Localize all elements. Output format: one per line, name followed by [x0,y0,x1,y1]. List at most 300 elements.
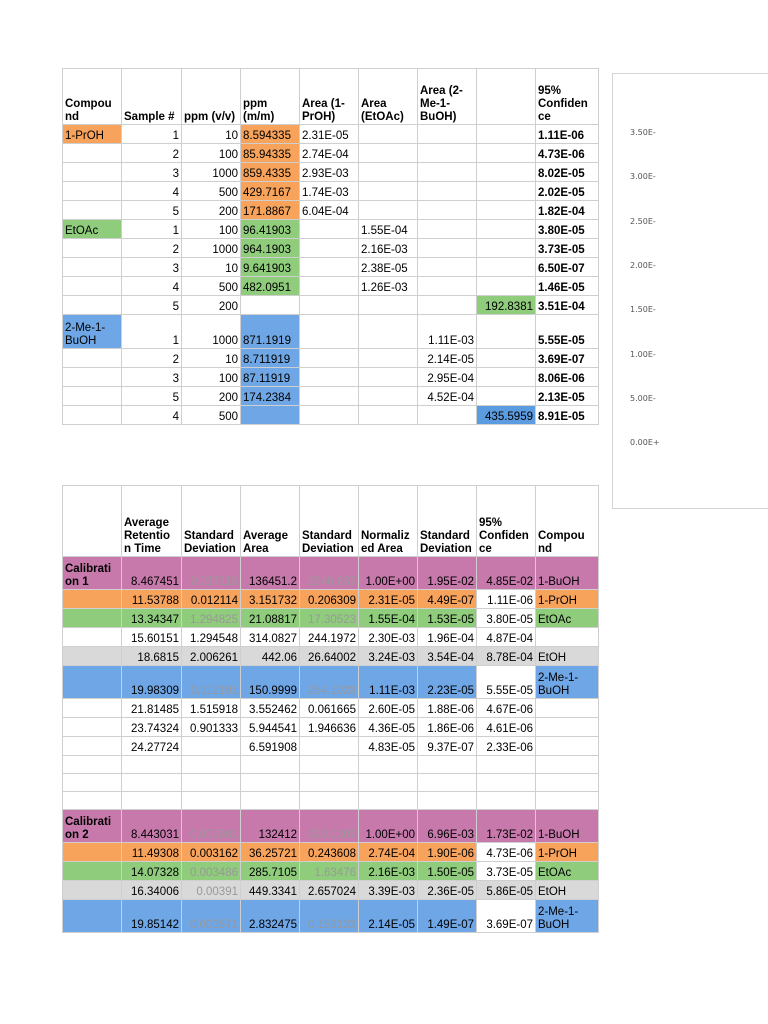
confidence-cell[interactable]: 4.73E-06 [477,843,536,862]
area-mebuoh-cell[interactable] [418,125,477,144]
sample-cell[interactable]: 5 [122,201,182,220]
area-prop-cell[interactable]: 2.93E-03 [300,163,359,182]
sample-cell[interactable]: 1 [122,315,182,349]
empty-cell[interactable] [241,756,300,774]
compound-cell[interactable]: 1-PrOH [536,843,599,862]
ppm-vv-cell[interactable]: 10 [182,349,241,368]
ppm-vv-cell[interactable]: 100 [182,144,241,163]
empty-cell[interactable] [359,756,418,774]
block-label-cell[interactable] [63,628,122,647]
rt-stddev-cell[interactable]: 0.003981 [182,810,241,843]
norm-stddev-cell[interactable]: 1.95E-02 [418,557,477,590]
retention-time-cell[interactable]: 13.34347 [122,609,182,628]
norm-stddev-cell[interactable]: 4.49E-07 [418,590,477,609]
ppm-mm-cell[interactable]: 96.41903 [241,220,300,239]
empty-cell[interactable] [122,774,182,792]
sample-cell[interactable]: 5 [122,296,182,315]
ppm-mm-cell[interactable]: 8.711919 [241,349,300,368]
extra-cell[interactable] [477,258,536,277]
ppm-vv-cell[interactable]: 200 [182,201,241,220]
norm-stddev-cell[interactable]: 1.86E-06 [418,718,477,737]
empty-cell[interactable] [359,774,418,792]
extra-cell[interactable] [477,277,536,296]
average-area-cell[interactable]: 5.944541 [241,718,300,737]
area-mebuoh-cell[interactable] [418,239,477,258]
norm-stddev-cell[interactable]: 1.49E-07 [418,900,477,933]
area-mebuoh-cell[interactable] [418,296,477,315]
block-label-cell[interactable] [63,900,122,933]
normalized-area-cell[interactable]: 2.16E-03 [359,862,418,881]
compound-cell[interactable]: 1-BuOH [536,810,599,843]
extra-cell[interactable] [477,315,536,349]
empty-cell[interactable] [63,792,122,810]
empty-cell[interactable] [300,792,359,810]
compound-cell[interactable] [536,718,599,737]
table1-header-cell[interactable]: 95% Confiden ce [536,69,599,125]
empty-cell[interactable] [300,756,359,774]
average-area-cell[interactable]: 6.591908 [241,737,300,756]
compound-cell[interactable]: EtOH [536,881,599,900]
empty-cell[interactable] [477,774,536,792]
empty-cell[interactable] [122,756,182,774]
sample-cell[interactable]: 5 [122,387,182,406]
area-stddev-cell[interactable]: 1.63476 [300,862,359,881]
confidence-cell[interactable]: 8.06E-06 [536,368,599,387]
confidence-cell[interactable]: 4.85E-02 [477,557,536,590]
compound-cell[interactable]: 2-Me-1-BuOH [63,315,122,349]
area-stddev-cell[interactable]: 920.1307 [300,810,359,843]
normalized-area-cell[interactable]: 2.60E-05 [359,699,418,718]
extra-cell[interactable]: 192.8381 [477,296,536,315]
area-stddev-cell[interactable]: 254.1028 [300,666,359,699]
table1-header-cell[interactable]: Area (2-Me-1-BuOH) [418,69,477,125]
extra-cell[interactable] [477,125,536,144]
confidence-cell[interactable]: 4.73E-06 [536,144,599,163]
empty-cell[interactable] [300,774,359,792]
confidence-cell[interactable]: 2.33E-06 [477,737,536,756]
sample-cell[interactable]: 4 [122,277,182,296]
ppm-vv-cell[interactable]: 500 [182,277,241,296]
compound-cell[interactable]: 2-Me-1- BuOH [536,900,599,933]
area-stddev-cell[interactable]: 17.30523 [300,609,359,628]
area-etoac-cell[interactable] [359,296,418,315]
compound-cell[interactable] [63,296,122,315]
ppm-vv-cell[interactable]: 500 [182,406,241,425]
area-stddev-cell[interactable]: 2646.837 [300,557,359,590]
compound-cell[interactable] [536,699,599,718]
table2-header-cell[interactable]: 95% Confiden ce [477,486,536,557]
table1-header-cell[interactable]: Sample # [122,69,182,125]
confidence-cell[interactable]: 3.51E-04 [536,296,599,315]
confidence-cell[interactable]: 6.50E-07 [536,258,599,277]
normalized-area-cell[interactable]: 2.31E-05 [359,590,418,609]
rt-stddev-cell[interactable]: 0.017115 [182,557,241,590]
compound-cell[interactable] [63,406,122,425]
extra-cell[interactable] [477,239,536,258]
empty-cell[interactable] [122,792,182,810]
table2-header-cell[interactable]: Normaliz ed Area [359,486,418,557]
rt-stddev-cell[interactable]: 0.003162 [182,843,241,862]
ppm-mm-cell[interactable]: 9.641903 [241,258,300,277]
area-stddev-cell[interactable]: 0.243608 [300,843,359,862]
area-mebuoh-cell[interactable] [418,163,477,182]
average-area-cell[interactable]: 150.9999 [241,666,300,699]
extra-cell[interactable]: 435.5959 [477,406,536,425]
sample-cell[interactable]: 4 [122,182,182,201]
table1-header-cell[interactable]: ppm (v/v) [182,69,241,125]
area-etoac-cell[interactable] [359,144,418,163]
table2-header-cell[interactable]: Compou nd [536,486,599,557]
empty-cell[interactable] [418,756,477,774]
rt-stddev-cell[interactable] [182,737,241,756]
average-area-cell[interactable]: 36.25721 [241,843,300,862]
empty-cell[interactable] [418,774,477,792]
retention-time-cell[interactable]: 11.49308 [122,843,182,862]
area-mebuoh-cell[interactable] [418,258,477,277]
average-area-cell[interactable]: 3.151732 [241,590,300,609]
empty-cell[interactable] [536,756,599,774]
ppm-mm-cell[interactable]: 482.0951 [241,277,300,296]
norm-stddev-cell[interactable]: 1.53E-05 [418,609,477,628]
sample-cell[interactable]: 4 [122,406,182,425]
area-etoac-cell[interactable]: 1.55E-04 [359,220,418,239]
confidence-cell[interactable]: 4.87E-04 [477,628,536,647]
ppm-vv-cell[interactable]: 1000 [182,239,241,258]
sample-cell[interactable]: 2 [122,349,182,368]
compound-cell[interactable] [63,368,122,387]
confidence-cell[interactable]: 4.67E-06 [477,699,536,718]
ppm-vv-cell[interactable]: 10 [182,258,241,277]
area-prop-cell[interactable]: 2.31E-05 [300,125,359,144]
area-mebuoh-cell[interactable]: 4.52E-04 [418,387,477,406]
average-area-cell[interactable]: 314.0827 [241,628,300,647]
empty-cell[interactable] [418,792,477,810]
area-mebuoh-cell[interactable]: 1.11E-03 [418,315,477,349]
area-etoac-cell[interactable]: 2.38E-05 [359,258,418,277]
area-mebuoh-cell[interactable] [418,182,477,201]
confidence-cell[interactable]: 2.02E-05 [536,182,599,201]
retention-time-cell[interactable]: 8.467451 [122,557,182,590]
average-area-cell[interactable]: 21.08817 [241,609,300,628]
sample-cell[interactable]: 2 [122,144,182,163]
area-mebuoh-cell[interactable] [418,277,477,296]
ppm-mm-cell[interactable] [241,296,300,315]
rt-stddev-cell[interactable]: 0.012114 [182,590,241,609]
average-area-cell[interactable]: 442.06 [241,647,300,666]
area-prop-cell[interactable] [300,387,359,406]
area-etoac-cell[interactable] [359,387,418,406]
norm-stddev-cell[interactable]: 1.96E-04 [418,628,477,647]
empty-cell[interactable] [477,792,536,810]
norm-stddev-cell[interactable]: 2.36E-05 [418,881,477,900]
ppm-mm-cell[interactable]: 429.7167 [241,182,300,201]
extra-cell[interactable] [477,182,536,201]
area-prop-cell[interactable] [300,406,359,425]
ppm-mm-cell[interactable]: 871.1919 [241,315,300,349]
compound-cell[interactable] [63,144,122,163]
table1-header-cell[interactable]: Area (EtOAc) [359,69,418,125]
empty-cell[interactable] [63,756,122,774]
compound-cell[interactable] [63,387,122,406]
area-prop-cell[interactable]: 1.74E-03 [300,182,359,201]
area-etoac-cell[interactable]: 1.26E-03 [359,277,418,296]
confidence-cell[interactable]: 8.02E-05 [536,163,599,182]
confidence-cell[interactable]: 3.69E-07 [477,900,536,933]
block-label-cell[interactable]: Calibrati on 1 [63,557,122,590]
rt-stddev-cell[interactable]: 2.006261 [182,647,241,666]
compound-cell[interactable]: EtOAc [536,609,599,628]
extra-cell[interactable] [477,349,536,368]
confidence-cell[interactable]: 8.78E-04 [477,647,536,666]
compound-cell[interactable]: EtOAc [536,862,599,881]
ppm-mm-cell[interactable]: 85.94335 [241,144,300,163]
block-label-cell[interactable] [63,666,122,699]
empty-cell[interactable] [182,756,241,774]
area-mebuoh-cell[interactable] [418,406,477,425]
block-label-cell[interactable] [63,609,122,628]
norm-stddev-cell[interactable]: 1.90E-06 [418,843,477,862]
confidence-cell[interactable]: 1.73E-02 [477,810,536,843]
block-label-cell[interactable]: Calibrati on 2 [63,810,122,843]
sample-cell[interactable]: 3 [122,368,182,387]
area-prop-cell[interactable] [300,315,359,349]
empty-cell[interactable] [63,774,122,792]
confidence-cell[interactable]: 3.80E-05 [477,609,536,628]
ppm-vv-cell[interactable]: 100 [182,220,241,239]
confidence-cell[interactable]: 8.91E-05 [536,406,599,425]
average-area-cell[interactable]: 132412 [241,810,300,843]
area-prop-cell[interactable] [300,239,359,258]
ppm-vv-cell[interactable]: 100 [182,368,241,387]
area-etoac-cell[interactable] [359,201,418,220]
compound-cell[interactable] [63,239,122,258]
norm-stddev-cell[interactable]: 1.88E-06 [418,699,477,718]
area-mebuoh-cell[interactable]: 2.95E-04 [418,368,477,387]
area-stddev-cell[interactable]: 2.657024 [300,881,359,900]
retention-time-cell[interactable]: 8.443031 [122,810,182,843]
norm-stddev-cell[interactable]: 6.96E-03 [418,810,477,843]
area-stddev-cell[interactable]: 1.946636 [300,718,359,737]
ppm-mm-cell[interactable]: 174.2384 [241,387,300,406]
average-area-cell[interactable]: 3.552462 [241,699,300,718]
ppm-vv-cell[interactable]: 200 [182,296,241,315]
rt-stddev-cell[interactable]: 1.515918 [182,699,241,718]
block-label-cell[interactable] [63,718,122,737]
rt-stddev-cell[interactable]: 1.294825 [182,609,241,628]
empty-cell[interactable] [359,792,418,810]
average-area-cell[interactable]: 136451.2 [241,557,300,590]
block-label-cell[interactable] [63,647,122,666]
area-prop-cell[interactable] [300,368,359,387]
normalized-area-cell[interactable]: 2.30E-03 [359,628,418,647]
rt-stddev-cell[interactable]: 1.294548 [182,628,241,647]
rt-stddev-cell[interactable]: 0.112191 [182,666,241,699]
area-stddev-cell[interactable]: 0.206309 [300,590,359,609]
ppm-vv-cell[interactable]: 10 [182,125,241,144]
compound-cell[interactable] [63,182,122,201]
confidence-cell[interactable]: 3.80E-05 [536,220,599,239]
area-prop-cell[interactable]: 2.74E-04 [300,144,359,163]
ppm-vv-cell[interactable]: 200 [182,387,241,406]
retention-time-cell[interactable]: 16.34006 [122,881,182,900]
confidence-cell[interactable]: 1.11E-06 [477,590,536,609]
table2-header-cell[interactable]: Average Retentio n Time [122,486,182,557]
empty-cell[interactable] [477,756,536,774]
rt-stddev-cell[interactable]: 0.003571 [182,900,241,933]
normalized-area-cell[interactable]: 3.39E-03 [359,881,418,900]
table1-header-cell[interactable]: Area (1-PrOH) [300,69,359,125]
confidence-cell[interactable]: 5.55E-05 [536,315,599,349]
sample-cell[interactable]: 1 [122,220,182,239]
ppm-vv-cell[interactable]: 1000 [182,315,241,349]
block-label-cell[interactable] [63,843,122,862]
ppm-mm-cell[interactable]: 964.1903 [241,239,300,258]
empty-cell[interactable] [182,792,241,810]
table1-header-cell[interactable] [477,69,536,125]
extra-cell[interactable] [477,144,536,163]
area-etoac-cell[interactable] [359,406,418,425]
area-etoac-cell[interactable] [359,163,418,182]
area-stddev-cell[interactable] [300,737,359,756]
compound-cell[interactable]: EtOAc [63,220,122,239]
table1-header-cell[interactable]: ppm (m/m) [241,69,300,125]
block-label-cell[interactable] [63,862,122,881]
extra-cell[interactable] [477,220,536,239]
norm-stddev-cell[interactable]: 1.50E-05 [418,862,477,881]
average-area-cell[interactable]: 2.832475 [241,900,300,933]
empty-cell[interactable] [241,792,300,810]
retention-time-cell[interactable]: 19.98309 [122,666,182,699]
ppm-mm-cell[interactable]: 859.4335 [241,163,300,182]
area-prop-cell[interactable] [300,349,359,368]
retention-time-cell[interactable]: 11.53788 [122,590,182,609]
sample-cell[interactable]: 2 [122,239,182,258]
area-etoac-cell[interactable]: 2.16E-03 [359,239,418,258]
empty-cell[interactable] [536,792,599,810]
compound-cell[interactable] [63,258,122,277]
retention-time-cell[interactable]: 24.27724 [122,737,182,756]
extra-cell[interactable] [477,201,536,220]
area-etoac-cell[interactable] [359,349,418,368]
retention-time-cell[interactable]: 18.6815 [122,647,182,666]
normalized-area-cell[interactable]: 1.55E-04 [359,609,418,628]
retention-time-cell[interactable]: 23.74324 [122,718,182,737]
normalized-area-cell[interactable]: 1.00E+00 [359,810,418,843]
area-etoac-cell[interactable] [359,182,418,201]
ppm-vv-cell[interactable]: 500 [182,182,241,201]
confidence-cell[interactable]: 5.55E-05 [477,666,536,699]
compound-cell[interactable] [63,163,122,182]
retention-time-cell[interactable]: 14.07328 [122,862,182,881]
compound-cell[interactable]: 1-PrOH [63,125,122,144]
confidence-cell[interactable]: 2.13E-05 [536,387,599,406]
block-label-cell[interactable] [63,699,122,718]
compound-cell[interactable] [536,628,599,647]
table2-header-cell[interactable]: Standard Deviation [300,486,359,557]
area-prop-cell[interactable] [300,220,359,239]
ppm-mm-cell[interactable]: 8.594335 [241,125,300,144]
table2-header-cell[interactable]: Standard Deviation [182,486,241,557]
compound-cell[interactable]: 1-BuOH [536,557,599,590]
compound-cell[interactable] [63,201,122,220]
compound-cell[interactable]: EtOH [536,647,599,666]
confidence-cell[interactable]: 1.46E-05 [536,277,599,296]
empty-cell[interactable] [182,774,241,792]
block-label-cell[interactable] [63,737,122,756]
norm-stddev-cell[interactable]: 3.54E-04 [418,647,477,666]
table2-header-cell[interactable]: Standard Deviation [418,486,477,557]
area-etoac-cell[interactable] [359,125,418,144]
area-mebuoh-cell[interactable] [418,201,477,220]
retention-time-cell[interactable]: 15.60151 [122,628,182,647]
normalized-area-cell[interactable]: 3.24E-03 [359,647,418,666]
compound-cell[interactable] [536,737,599,756]
area-mebuoh-cell[interactable]: 2.14E-05 [418,349,477,368]
retention-time-cell[interactable]: 19.85142 [122,900,182,933]
normalized-area-cell[interactable]: 2.14E-05 [359,900,418,933]
confidence-cell[interactable]: 1.11E-06 [536,125,599,144]
table1-header-cell[interactable]: Compou nd [63,69,122,125]
area-prop-cell[interactable] [300,258,359,277]
confidence-cell[interactable]: 4.61E-06 [477,718,536,737]
sample-cell[interactable]: 1 [122,125,182,144]
area-mebuoh-cell[interactable] [418,144,477,163]
compound-cell[interactable] [63,277,122,296]
ppm-mm-cell[interactable]: 171.8867 [241,201,300,220]
area-prop-cell[interactable]: 6.04E-04 [300,201,359,220]
rt-stddev-cell[interactable]: 0.901333 [182,718,241,737]
area-etoac-cell[interactable] [359,368,418,387]
extra-cell[interactable] [477,163,536,182]
empty-cell[interactable] [241,774,300,792]
average-area-cell[interactable]: 449.3341 [241,881,300,900]
area-prop-cell[interactable] [300,277,359,296]
ppm-vv-cell[interactable]: 1000 [182,163,241,182]
confidence-cell[interactable]: 1.82E-04 [536,201,599,220]
extra-cell[interactable] [477,387,536,406]
ppm-mm-cell[interactable] [241,406,300,425]
empty-cell[interactable] [536,774,599,792]
ppm-mm-cell[interactable]: 87.11919 [241,368,300,387]
area-etoac-cell[interactable] [359,315,418,349]
normalized-area-cell[interactable]: 4.36E-05 [359,718,418,737]
retention-time-cell[interactable]: 21.81485 [122,699,182,718]
area-stddev-cell[interactable]: 0.061665 [300,699,359,718]
normalized-area-cell[interactable]: 1.00E+00 [359,557,418,590]
block-label-cell[interactable] [63,590,122,609]
norm-stddev-cell[interactable]: 9.37E-07 [418,737,477,756]
area-prop-cell[interactable] [300,296,359,315]
table2-header-cell[interactable] [63,486,122,557]
compound-cell[interactable]: 1-PrOH [536,590,599,609]
extra-cell[interactable] [477,368,536,387]
table2-header-cell[interactable]: Average Area [241,486,300,557]
compound-cell[interactable] [63,349,122,368]
average-area-cell[interactable]: 285.7105 [241,862,300,881]
confidence-cell[interactable]: 3.73E-05 [477,862,536,881]
confidence-cell[interactable]: 3.69E-07 [536,349,599,368]
area-stddev-cell[interactable]: 0.159122 [300,900,359,933]
confidence-cell[interactable]: 3.73E-05 [536,239,599,258]
rt-stddev-cell[interactable]: 0.003486 [182,862,241,881]
normalized-area-cell[interactable]: 4.83E-05 [359,737,418,756]
area-stddev-cell[interactable]: 26.64002 [300,647,359,666]
norm-stddev-cell[interactable]: 2.23E-05 [418,666,477,699]
compound-cell[interactable]: 2-Me-1- BuOH [536,666,599,699]
rt-stddev-cell[interactable]: 0.00391 [182,881,241,900]
block-label-cell[interactable] [63,881,122,900]
sample-cell[interactable]: 3 [122,163,182,182]
